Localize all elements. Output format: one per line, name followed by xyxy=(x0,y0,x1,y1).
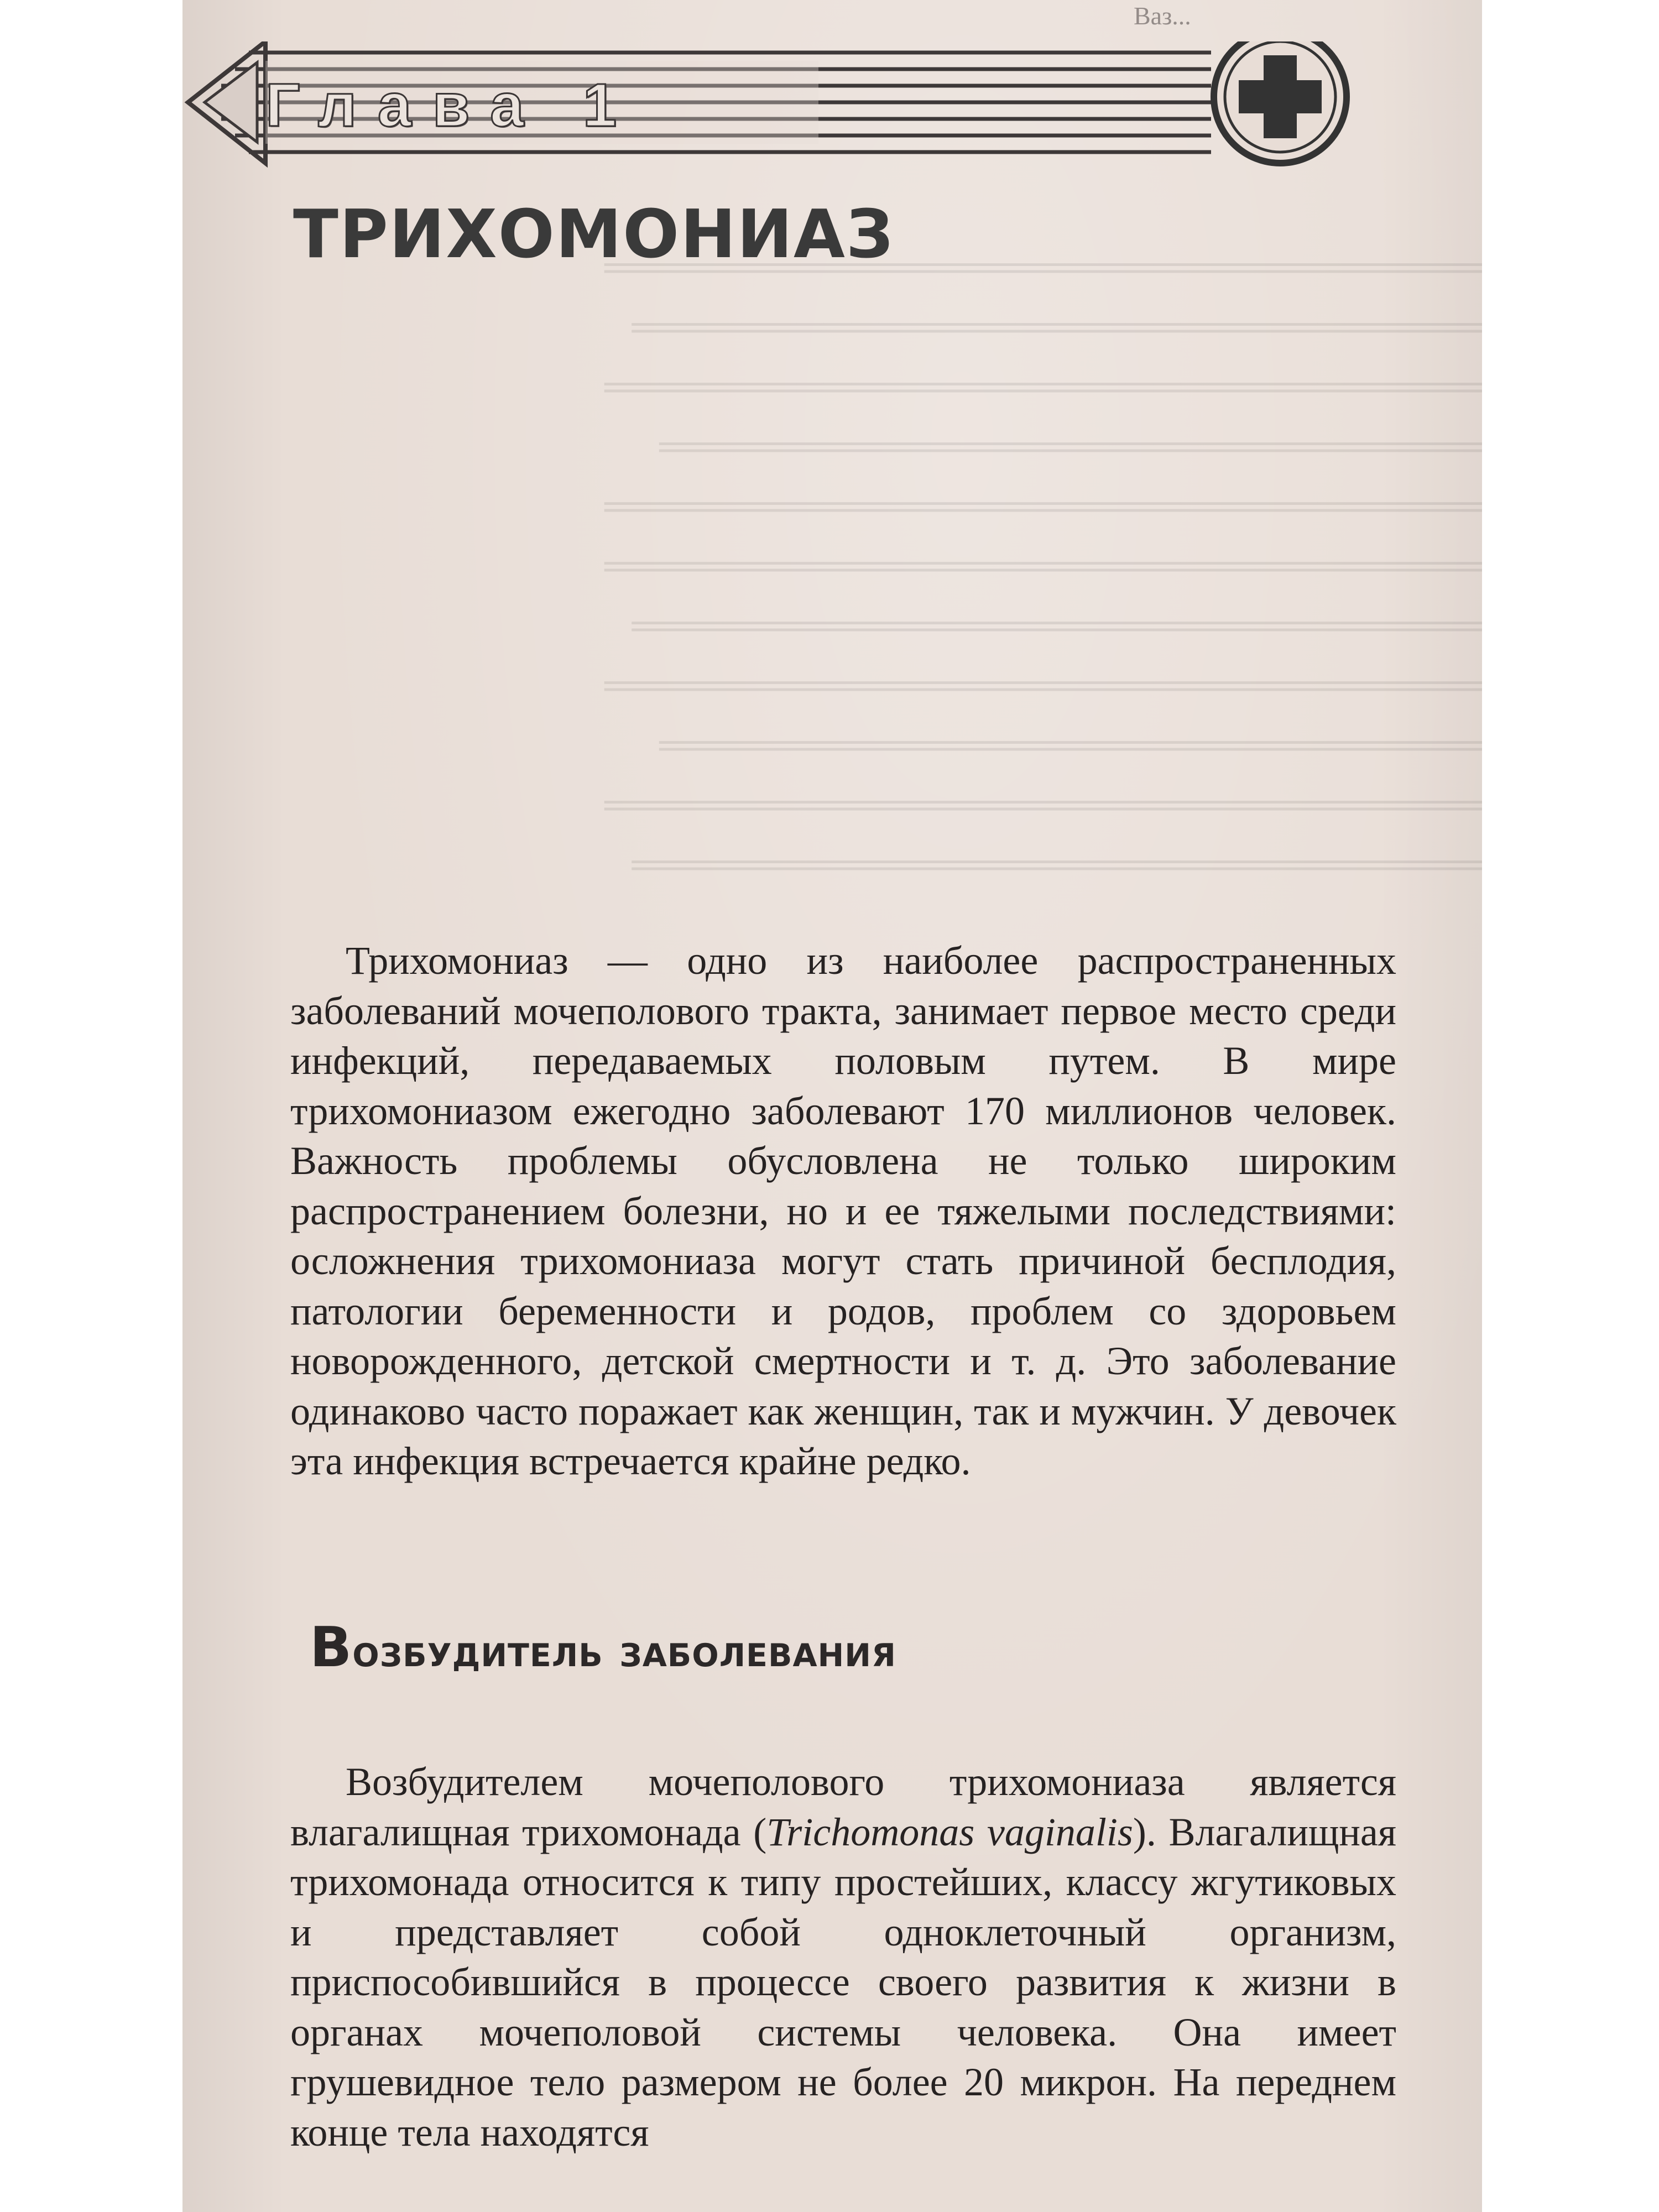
section-heading-initial: В xyxy=(310,1615,353,1679)
page-corner-text: Ваз... xyxy=(1134,2,1191,30)
pathogen-latin-name: Trichomonas vaginalis xyxy=(766,1809,1133,1854)
show-through-texture: ════════════════════════════════ ═══════════════════════════════ ════════════════════════════════ ══════════════════════════════ ════════════════════════════════ ════════════════════════════════ ═══════════════════════════════ ════════════════════════════════ ══════════════════════════════ ════════════════════════════════ ═══════════════════════════════ xyxy=(604,246,1482,886)
section-heading xyxy=(310,1615,896,1679)
pathogen-paragraph xyxy=(290,1757,1396,2157)
pathogen-text-2: ). Влагалищная трихомонада относится к типу простейших, классу жгутиковых и представляет собой одноклеточный организм, приспособившийся в процессе своего развития к жизни в органах мочеполовой системы человека. Она имеет грушевидное тело размером не более 20 микрон. На переднем конце тела находятся xyxy=(290,1809,1396,2154)
pathogen-text-1: Возбудителем мочеполового трихомониаза является влагалищная трихомонада ( xyxy=(290,1760,1396,1854)
intro-paragraph: Трихомониаз — одно из наиболее распространенных заболеваний мочеполового тракта, занимает первое место среди инфекций, передаваемых половым путем. В мире трихомониазом ежегодно заболевают 170 миллионов человек. Важность проблемы обусловлена не только широким распространением болезни, но и ее тяжелыми последствиями: осложнения трихомониаза могут стать причиной бесплодия, патологии беременности и родов, проблем со здоровьем новорожденного, детской смертности и т. д. Это заболевание одинаково часто поражает как женщин, так и мужчин. У девочек эта инфекция встречается крайне редко. xyxy=(290,938,1396,1483)
chapter-title: ТРИХОМОНИАЗ xyxy=(293,196,895,273)
chapter-header xyxy=(182,41,1482,174)
section-heading-rest: озбудитель заболевания xyxy=(352,1625,896,1677)
book-page xyxy=(182,0,1482,2212)
chapter-label: Глава 1 xyxy=(265,71,638,139)
